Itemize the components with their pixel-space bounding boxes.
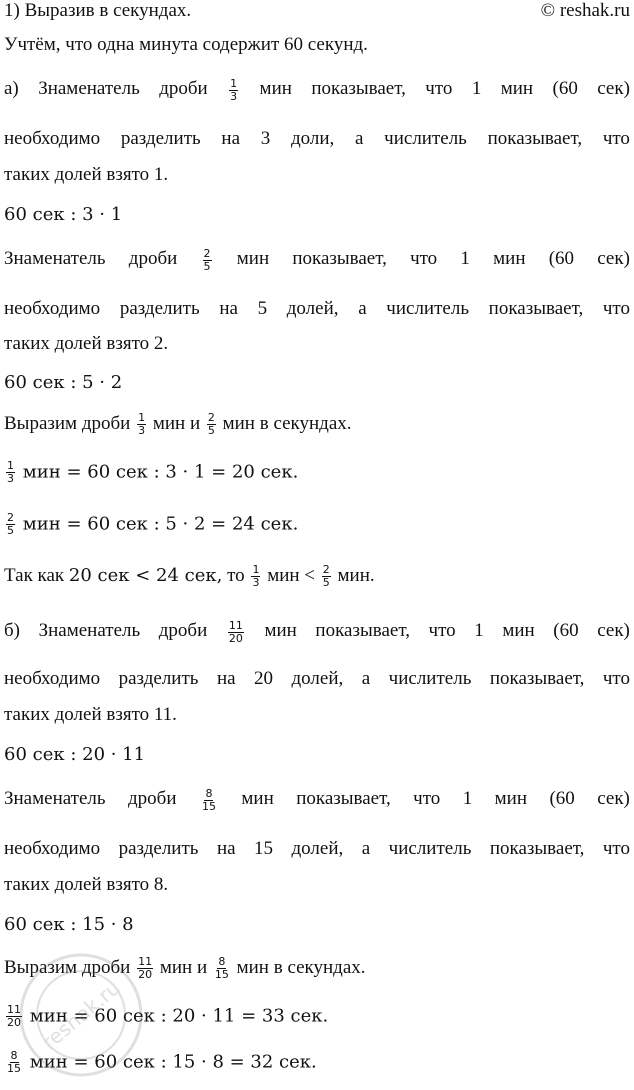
text-fragment: мин — [493, 248, 526, 269]
a-express-line — [4, 412, 630, 437]
text-fragment: показывает, — [488, 298, 584, 319]
text-fragment: сек) — [597, 788, 630, 809]
text-fragment: что — [428, 620, 456, 641]
a-expr2: 60 сек : 5 · 2 — [4, 372, 123, 393]
text-fragment: 5 — [207, 424, 215, 437]
text-fragment: на — [216, 838, 236, 859]
text-fragment: 15 — [201, 800, 216, 813]
text-fragment: 3 — [7, 472, 14, 485]
text-fragment: числитель — [386, 298, 469, 319]
text-fragment: Выразим дроби — [4, 956, 131, 978]
text-fragment: необходимо — [4, 128, 101, 149]
b-para2-line3: таких долей взято 8. — [4, 874, 169, 895]
text-fragment: 2 — [7, 511, 14, 524]
text-fragment: что — [602, 668, 630, 689]
text-fragment: 8 — [205, 787, 213, 800]
text-fragment: а — [361, 668, 371, 689]
text-fragment: что — [413, 788, 441, 809]
word: мин — [500, 78, 534, 99]
b-expr2: 60 сек : 15 · 8 — [4, 914, 134, 935]
text-fragment: 1 — [138, 411, 146, 424]
watermark-seal-icon — [6, 940, 156, 1090]
text-fragment: Выразим дроби — [4, 412, 131, 434]
text-fragment: (60 — [553, 620, 579, 641]
a-para2-line3: таких долей взято 2. — [4, 333, 169, 354]
a-calc1 — [4, 460, 630, 485]
text-fragment: а — [355, 128, 364, 149]
text-fragment: а — [361, 838, 371, 859]
text-fragment: Знаменатель — [38, 620, 141, 641]
word: мин — [259, 78, 292, 99]
text-fragment: показывает, — [489, 838, 585, 859]
source-credit: © reshak.ru — [540, 0, 630, 21]
text-fragment: долей, — [291, 838, 344, 859]
page-header — [4, 0, 630, 22]
text-fragment: 20 — [7, 1016, 21, 1029]
text-fragment: на — [216, 668, 236, 689]
fraction — [137, 412, 146, 437]
a-para1-line3: таких долей взято 1. — [4, 164, 169, 185]
fraction — [6, 512, 15, 537]
text-fragment: на — [219, 298, 238, 319]
text-fragment: что — [602, 838, 630, 859]
a-conclusion — [4, 564, 630, 589]
text-fragment: мин < — [267, 564, 316, 586]
fraction — [6, 460, 15, 485]
text-fragment: 1 — [7, 459, 14, 472]
text-fragment: а — [358, 298, 367, 319]
text-fragment: 15 — [214, 968, 229, 981]
word: 1 — [471, 78, 482, 99]
text-fragment: 3 — [138, 424, 146, 437]
word: показывает, — [311, 78, 406, 99]
text-fragment: 20 — [138, 968, 153, 981]
text-fragment: разделить — [118, 668, 199, 689]
text-fragment: (60 — [549, 788, 575, 809]
fraction — [229, 78, 238, 103]
word: (60 — [552, 78, 578, 99]
watermark-text: reshak.ru — [37, 975, 125, 1055]
text-fragment: то — [227, 564, 245, 586]
text-fragment: мин — [264, 620, 297, 641]
text-fragment: 1 — [230, 77, 238, 90]
text-fragment: сек) — [597, 620, 630, 641]
word: сек) — [597, 78, 630, 99]
text-fragment: необходимо — [4, 668, 101, 689]
text-fragment: мин. — [337, 564, 375, 586]
text-fragment: дроби — [128, 788, 177, 809]
word: а) — [4, 78, 19, 99]
text-fragment: мин = 60 сек : 20 · 11 = 33 сек. — [29, 1005, 329, 1027]
text-fragment: мин — [241, 788, 274, 809]
text-fragment: на — [221, 128, 241, 149]
text-fragment: показывает, — [489, 668, 585, 689]
text-fragment: числитель — [388, 838, 472, 859]
text-fragment: разделить — [118, 838, 199, 859]
text-fragment: что — [602, 128, 630, 149]
a-para1-line1 — [4, 78, 630, 103]
text-fragment: 8 — [10, 1049, 18, 1062]
text-fragment: б) — [4, 620, 20, 641]
text-fragment: мин = 60 сек : 15 · 8 = 32 сек. — [29, 1051, 317, 1073]
text-fragment: Знаменатель — [4, 788, 106, 809]
text-fragment: разделить — [119, 298, 200, 319]
a-para1-line2 — [4, 128, 630, 150]
fraction — [201, 788, 217, 813]
text-fragment: необходимо — [4, 298, 101, 319]
fraction — [251, 564, 260, 589]
text-fragment: показывает, — [296, 788, 391, 809]
fraction — [228, 620, 244, 645]
text-fragment: 1 — [462, 788, 473, 809]
text-fragment: 15 — [254, 838, 274, 859]
text-fragment: необходимо — [4, 838, 101, 859]
text-fragment: Так как — [4, 564, 65, 586]
text-fragment: 15 — [7, 1062, 21, 1075]
text-fragment: сек) — [597, 248, 630, 269]
text-fragment: мин и — [152, 412, 201, 434]
text-fragment: 11 — [138, 955, 153, 968]
text-fragment: Знаменатель — [4, 248, 106, 269]
b-para2-line2 — [4, 838, 630, 860]
b-para2-line1 — [4, 788, 630, 813]
text-fragment: дроби — [158, 620, 208, 641]
text-fragment: мин в секундах. — [222, 412, 352, 434]
text-fragment: 1 — [252, 563, 260, 576]
text-fragment: мин — [494, 788, 528, 809]
text-fragment: 5 — [322, 576, 330, 589]
text-fragment: 20 — [254, 668, 274, 689]
text-fragment: 2 — [203, 247, 211, 260]
word: Знаменатель — [38, 78, 140, 99]
text-fragment: 1 — [474, 620, 484, 641]
text-fragment: мин в секундах. — [236, 956, 366, 978]
text-fragment: дроби — [128, 248, 178, 269]
fraction — [203, 248, 212, 273]
text-fragment: 11 — [7, 1003, 21, 1016]
text-fragment: мин и — [159, 956, 208, 978]
a-para2-line1 — [4, 248, 630, 273]
text-fragment: 3 — [230, 90, 238, 103]
text-fragment: что — [410, 248, 438, 269]
text-fragment: 20 — [228, 632, 243, 645]
text-fragment: долей, — [291, 668, 344, 689]
text-fragment: (60 — [548, 248, 575, 269]
text-fragment: числитель — [388, 668, 472, 689]
task-heading: 1) Выразив в секундах. — [4, 0, 192, 21]
intro-line: Учтём, что одна минута содержит 60 секунд. — [4, 34, 368, 55]
b-expr1: 60 сек : 20 · 11 — [4, 744, 146, 765]
text-fragment: 2 — [322, 563, 330, 576]
text-fragment: 8 — [218, 955, 226, 968]
text-fragment: 2 — [207, 411, 215, 424]
text-fragment: показывает, — [292, 248, 387, 269]
a-para2-line2 — [4, 298, 630, 320]
fraction — [214, 956, 230, 981]
text-fragment: доли, — [290, 128, 335, 149]
a-expr1: 60 сек : 3 · 1 — [4, 204, 123, 225]
text-fragment: 5 — [203, 260, 211, 273]
text-fragment: мин = 60 сек : 5 · 2 = 24 сек. — [22, 513, 299, 535]
text-fragment: показывает, — [487, 128, 583, 149]
fraction — [207, 412, 216, 437]
fraction — [322, 564, 331, 589]
text-fragment: долей, — [286, 298, 339, 319]
word: дроби — [159, 78, 208, 99]
text-fragment: 3 — [252, 576, 260, 589]
text-fragment: разделить — [120, 128, 201, 149]
text-fragment: мин — [236, 248, 270, 269]
word: что — [425, 78, 453, 99]
a-calc2 — [4, 512, 630, 537]
text-fragment: мин = 60 сек : 3 · 1 = 20 сек. — [22, 461, 299, 483]
text-fragment: 11 — [228, 619, 243, 632]
text-fragment: 1 — [460, 248, 470, 269]
text-fragment: что — [602, 298, 630, 319]
b-para1-line1 — [4, 620, 630, 645]
text-fragment: мин — [502, 620, 535, 641]
text-fragment: 5 — [257, 298, 268, 319]
text-fragment: числитель — [384, 128, 467, 149]
text-fragment: 20 сек < 24 сек, — [68, 564, 223, 586]
text-fragment: показывает, — [315, 620, 410, 641]
text-fragment: 5 — [7, 524, 14, 537]
b-para1-line2 — [4, 668, 630, 690]
text-fragment: 3 — [260, 128, 271, 149]
b-para1-line3: таких долей взято 11. — [4, 704, 177, 725]
